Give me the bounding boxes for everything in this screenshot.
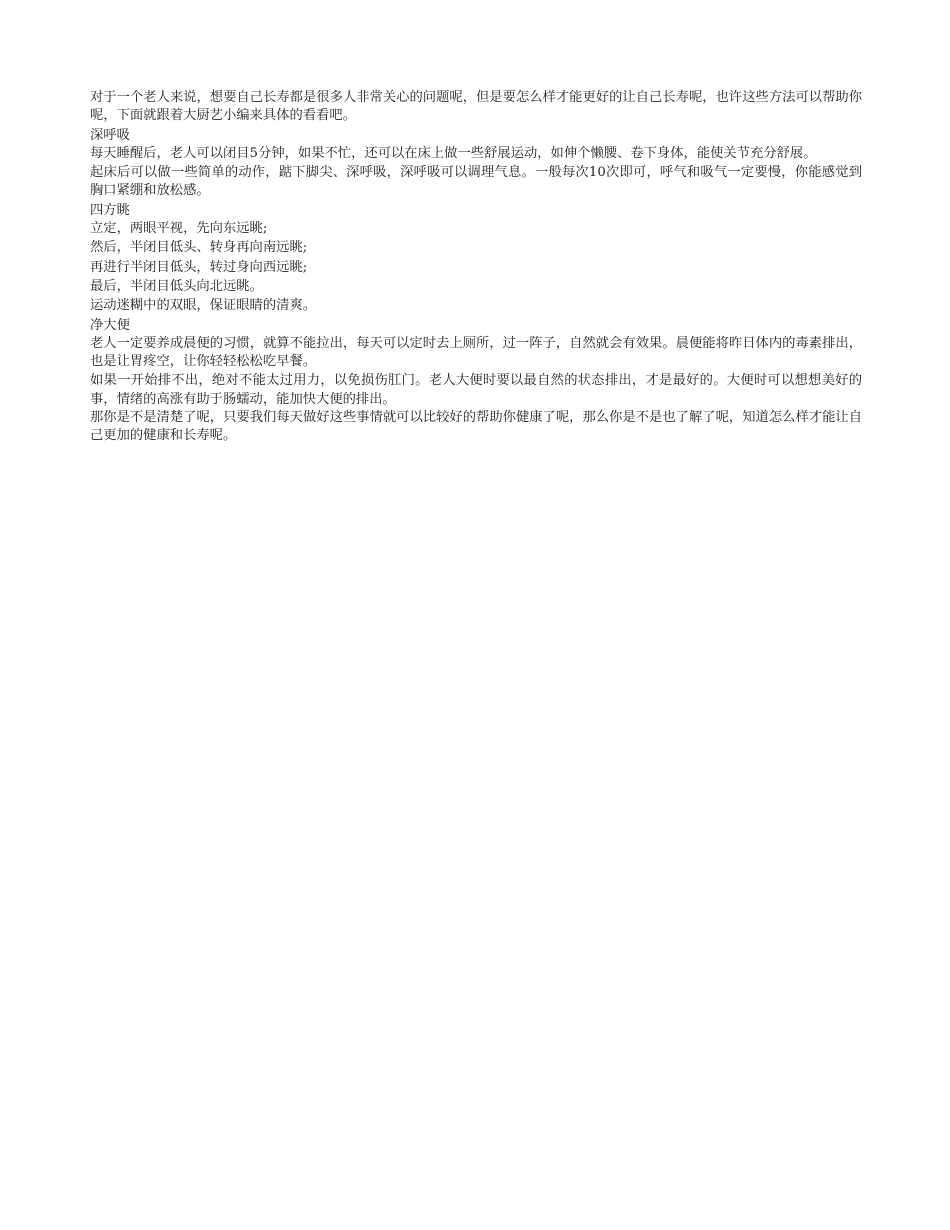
paragraph: 如果一开始排不出，绝对不能太过用力，以免损伤肛门。老人大便时要以最自然的状态排出，才是最好的。大便时可以想想美好的事，情绪的高涨有助于肠蠕动，能加快大便的排出。 [90, 373, 862, 407]
paragraph: 运动迷糊中的双眼，保证眼睛的清爽。 [90, 298, 317, 314]
article-body [90, 89, 862, 446]
section-four-direction-gaze [90, 202, 862, 316]
paragraph: 起床后可以做一些简单的动作，踮下脚尖、深呼吸，深呼吸可以调理气息。一般每次10次即可，呼气和吸气一定要慢，你能感觉到胸口紧绷和放松感。 [90, 165, 862, 199]
section-deep-breathing [90, 127, 862, 201]
paragraph: 最后，半闭目低头向北远眺。 [90, 278, 263, 294]
closing-paragraph: 那你是不是清楚了呢，只要我们每天做好这些事情就可以比较好的帮助你健康了呢，那么你是不是也了解了呢，知道怎么样才能让自己更加的健康和长寿呢。 [90, 410, 862, 444]
section-heading: 净大便 [90, 317, 130, 333]
section-heading: 四方眺 [90, 202, 130, 218]
section-heading: 深呼吸 [90, 127, 130, 143]
section-bowel-habit [90, 317, 862, 409]
paragraph: 老人一定要养成晨便的习惯，就算不能拉出，每天可以定时去上厕所，过一阵子，自然就会有效果。晨便能将昨日体内的毒素排出，也是让胃疼空，让你轻轻松松吃早餐。 [90, 335, 862, 370]
paragraph: 每天睡醒后，老人可以闭目5分钟，如果不忙，还可以在床上做一些舒展运动，如伸个懒腰、卷下身体，能使关节充分舒展。 [90, 145, 817, 161]
paragraph: 立定，两眼平视，先向东远眺; [90, 221, 268, 237]
paragraph: 再进行半闭目低头，转过身向西远眺; [90, 259, 308, 275]
intro-paragraph: 对于一个老人来说，想要自己长寿都是很多人非常关心的问题呢，但是要怎么样才能更好的让自己长寿呢，也许这些方法可以帮助你呢，下面就跟着大厨艺小编来具体的看看吧。 [90, 90, 862, 124]
paragraph: 然后，半闭目低头、转身再向南远眺; [90, 240, 308, 256]
